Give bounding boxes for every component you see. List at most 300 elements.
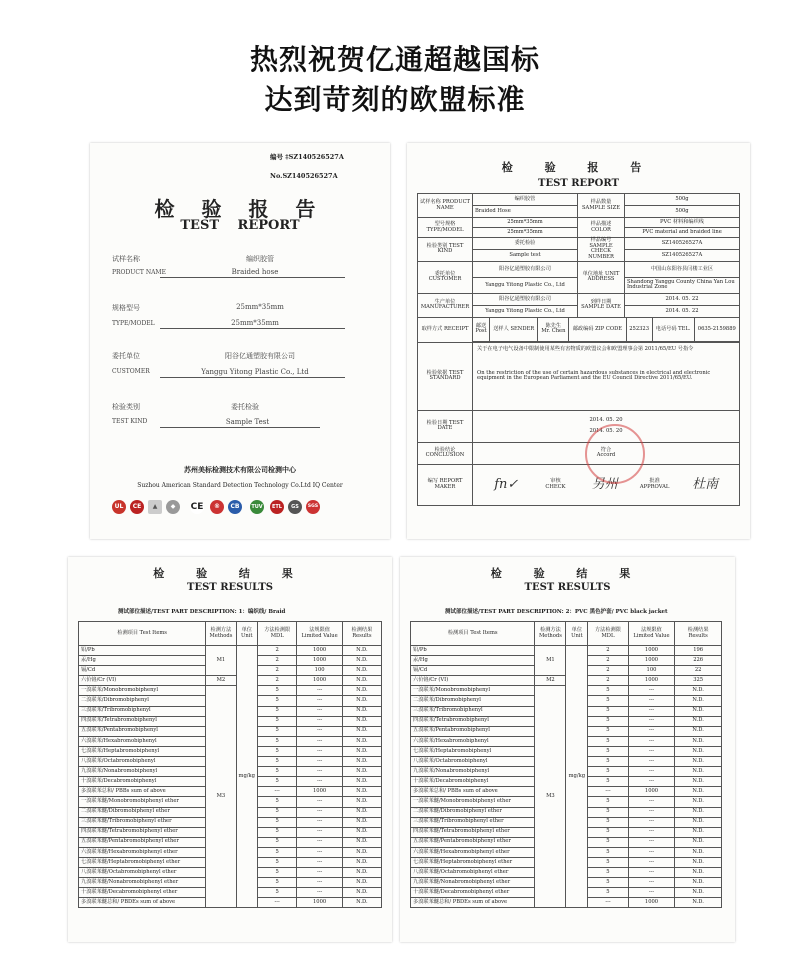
test-item: 六价铬/Cr (VI) [79,676,206,686]
report-info-table [417,193,740,506]
result-value: N.D. [675,807,722,817]
table-row [411,646,722,656]
limit-value: 100 [297,666,342,676]
mdl-value: --- [258,898,297,908]
color-value-2: PVC material and braided line [625,228,740,238]
test-item: 铅/Pb [411,646,535,656]
test-item: 一溴联苯/Monobromobiphenyl [411,686,535,696]
mdl-value: 2 [258,646,297,656]
result-value: N.D. [675,827,722,837]
test-item: 十溴联苯醚/Decabromobiphenyl ether [79,888,206,898]
test-item: 九溴联苯/Nonabromobiphenyl [79,767,206,777]
sender-label: 送样人 SENDER [490,318,538,342]
limit-value: --- [628,777,675,787]
customer-value-2: Yanggu Yitong Plastic Co., Ltd [473,277,578,293]
mdl-value: 5 [258,767,297,777]
manufacturer-value-2: Yanggu Yitong Plastic Co., Ltd [473,305,578,317]
testing-org-cn: 苏州美标检测技术有限公司检测中心 [184,465,296,474]
limit-value: --- [628,868,675,878]
method-m3: M3 [206,686,236,908]
mdl-value: 5 [588,837,628,847]
result-value: N.D. [675,898,722,908]
test-item: 八溴联苯/Octabromobiphenyl [79,757,206,767]
tel-value: 0635-2159889 [694,318,739,342]
check-label-sig: 审核 CHECK [545,478,566,490]
mdl-value: 2 [588,656,628,666]
zip-value: 252323 [626,318,652,342]
mdl-value: 5 [258,797,297,807]
limit-value: --- [297,716,342,726]
maker-signature: fn✓ [494,476,519,492]
result-value: N.D. [342,746,381,756]
approval-signature: 杜南 [692,476,719,492]
address-label: 单位地址 UNIT ADDRESS [578,261,625,293]
limit-value: --- [297,777,342,787]
mdl-value: 5 [258,817,297,827]
conclusion-label: 检验结论 CONCLUSION [418,442,473,464]
result-value: N.D. [675,847,722,857]
limit-value: --- [628,696,675,706]
mdl-value: --- [258,787,297,797]
mdl-value: 5 [588,696,628,706]
mdl-value: 5 [588,807,628,817]
limit-value: --- [297,686,342,696]
result-value: N.D. [342,797,381,807]
test-item: 二溴联苯/Dibromobiphenyl [79,696,206,706]
customer-value-1: 阳谷亿通塑胶有限公司 [473,261,578,277]
zip-label: 邮政编码 ZIP CODE [569,318,626,342]
mdl-value: 5 [588,746,628,756]
limit-value: 1000 [297,676,342,686]
result-value: N.D. [342,757,381,767]
header-test-items: 检测项目 Test Items [79,622,206,646]
mdl-value: 5 [588,868,628,878]
test-item: 三溴联苯醚/Tribromobiphenyl ether [79,817,206,827]
report-title-en: TEST REPORT [538,178,619,189]
product-label-cn: 试样名称 [112,255,140,263]
limit-value: --- [297,817,342,827]
report-number-en [270,172,338,180]
customer-label-en: CUSTOMER [112,368,150,375]
result-value: N.D. [342,696,381,706]
type-value-2: 25mm*35mm [473,228,578,238]
model-label-en: TYPE/MODEL [112,320,155,327]
gs-logo-icon: GS [288,500,302,514]
result-value: N.D. [675,746,722,756]
test-item: 六溴联苯/Hexabromobiphenyl [411,736,535,746]
test-item: 五溴联苯醚/Pentabromobiphenyl ether [411,837,535,847]
model-value-cn: 25mm*35mm [236,303,284,311]
test-item: 镉/Cd [79,666,206,676]
report-number: 编号 ‡SZ140526527A [270,153,344,161]
sample-size-1: 500g [625,194,740,206]
headline-line-1: 热烈祝贺亿通超越国标 [249,43,540,76]
mdl-value: 5 [258,746,297,756]
limit-value: --- [628,706,675,716]
header-mdl: 方法检测限 MDL [588,622,628,646]
tuv-logo-icon: TUV [250,500,264,514]
mdl-value: 5 [588,827,628,837]
result-value: N.D. [342,656,381,666]
check-value-1: SZ140526527A [625,238,740,250]
mdl-value: 5 [258,888,297,898]
limit-value: 100 [628,666,675,676]
customer-label: 委托单位 CUSTOMER [418,261,473,293]
sample-date-1: 2014. 05. 22 [625,293,740,305]
sample-date-label: 到样日期 SAMPLE DATE [578,293,625,317]
receipt-subtable [473,318,739,342]
header-methods: 检测方法 Methods [535,622,566,646]
report-cover-page [90,143,390,539]
mdl-value: 5 [258,726,297,736]
result-value: 22 [675,666,722,676]
test-item: 九溴联苯醚/Nonabromobiphenyl ether [79,878,206,888]
test-item: 三溴联苯/Tribromobiphenyl [411,706,535,716]
cover-title-en: TEST REPORT [180,218,300,233]
result-value: N.D. [675,757,722,767]
mdl-value: 5 [588,726,628,736]
model-value-en: 25mm*35mm [231,319,279,327]
test-item: 七溴联苯/Heptabromobiphenyl [411,746,535,756]
result-value: N.D. [342,817,381,827]
product-label: 试样名称 PRODUCT NAME [418,194,473,218]
result-value: 196 [675,646,722,656]
result-value: N.D. [342,827,381,837]
table-row [79,686,382,696]
limit-value: --- [297,746,342,756]
test-item: 多溴联苯总和/ PBBs sum of above [79,787,206,797]
test-item: 三溴联苯/Tribromobiphenyl [79,706,206,716]
limit-value: --- [297,837,342,847]
limit-value: --- [628,797,675,807]
header-test-items: 检测项目 Test Items [411,622,535,646]
limit-value: --- [628,847,675,857]
test-item: 汞/Hg [79,656,206,666]
report-number-label: 编号 [270,153,283,161]
result-value: N.D. [342,878,381,888]
limit-value: 1000 [628,656,675,666]
test-item: 一溴联苯醚/Monobromobiphenyl ether [79,797,206,807]
result-value: N.D. [342,888,381,898]
report-number-en-label: No. [270,172,283,180]
result-value: 226 [675,656,722,666]
test-item: 六溴联苯醚/Hexabromobiphenyl ether [79,847,206,857]
result-value: N.D. [342,646,381,656]
check-label: 样品编号 SAMPLE CHECK NUMBER [578,238,625,262]
result-value: N.D. [675,857,722,867]
result-value: N.D. [342,736,381,746]
test-item: 八溴联苯醚/Octabromobiphenyl ether [79,868,206,878]
mdl-value: 5 [258,827,297,837]
limit-value: --- [297,736,342,746]
sgs-logo-icon: SGS [306,500,320,514]
table-row [79,676,382,686]
result-value: N.D. [342,726,381,736]
result-value: N.D. [342,767,381,777]
limit-value: --- [628,857,675,867]
mdl-value: 5 [258,686,297,696]
method-m1: M1 [206,646,236,676]
mdl-value: 5 [588,716,628,726]
test-item: 多溴联苯总和/ PBBs sum of above [411,787,535,797]
kind-label: 检验类别 TEST KIND [418,238,473,262]
limit-value: --- [297,767,342,777]
result-value: N.D. [675,817,722,827]
result-value: 325 [675,676,722,686]
sample-date-2: 2014. 05. 22 [625,305,740,317]
result-value: N.D. [342,868,381,878]
test-item: 八溴联苯/Octabromobiphenyl [411,757,535,767]
customer-value-en: Yanggu Yitong Plastic Co., Ltd [201,368,309,376]
test-item: 七溴联苯醚/Heptabromobiphenyl ether [411,857,535,867]
product-value-en: Braided hose [231,268,279,276]
limit-value: 1000 [628,898,675,908]
mdl-value: 5 [258,857,297,867]
result-value: N.D. [675,736,722,746]
mdl-value: 5 [588,757,628,767]
report-detail-page [407,143,750,539]
report-title-cn: 检 验 报 告 [501,161,656,174]
mdl-value: 5 [588,817,628,827]
test-results-jacket-page [400,557,735,942]
limit-value: --- [628,837,675,847]
customer-value-cn: 阳谷亿通塑胶有限公司 [225,352,295,360]
sender-en: Mr. Chen [541,328,566,335]
sample-size-2: 500g [625,206,740,218]
results-right-table [410,621,722,908]
test-item: 八溴联苯醚/Octabromobiphenyl ether [411,868,535,878]
ce-mark-icon: CE [190,502,204,512]
limit-value: 1000 [297,898,342,908]
approval-label: 批准 APPROVAL [639,478,670,490]
result-value: N.D. [675,837,722,847]
header-unit: 单位 Unit [236,622,257,646]
unit: mg/kg [566,646,588,908]
mdl-value: 5 [588,706,628,716]
address-value-1: 中国山东阳谷县闫楼工业区 [625,261,740,277]
test-item: 镉/Cd [411,666,535,676]
result-value: N.D. [342,837,381,847]
result-value: N.D. [675,777,722,787]
customer-label-cn: 委托单位 [112,352,140,360]
test-kind-value-en: Sample Test [225,418,270,426]
limit-value: 1000 [628,787,675,797]
header-results: 检测结果 Results [675,622,722,646]
round-mark-icon: ® [210,500,224,514]
mdl-value: 5 [258,706,297,716]
limit-value: --- [297,797,342,807]
test-item: 十溴联苯醚/Decabromobiphenyl ether [411,888,535,898]
mdl-value: 5 [588,767,628,777]
kind-value-2: Sample test [473,249,578,261]
unit: mg/kg [236,646,257,908]
limit-value: --- [628,736,675,746]
product-en: Braided Hose [473,206,578,218]
limit-value: --- [297,807,342,817]
type-value-1: 25mm*35mm [473,218,578,228]
mdl-value: 5 [258,777,297,787]
results-left-title-cn: 检 验 结 果 [153,567,307,580]
test-item: 七溴联苯醚/Heptabromobiphenyl ether [79,857,206,867]
mdl-value: --- [588,898,628,908]
ul-logo-icon: UL [112,500,126,514]
test-item: 二溴联苯/Dibromobiphenyl [411,696,535,706]
result-value: N.D. [342,787,381,797]
product-value-cn: 编织胶管 [246,255,274,263]
mdl-value: 2 [258,656,297,666]
result-value: N.D. [675,686,722,696]
test-item: 一溴联苯醚/Monobromobiphenyl ether [411,797,535,807]
result-value: N.D. [675,696,722,706]
limit-value: 1000 [297,787,342,797]
mdl-value: 5 [258,868,297,878]
limit-value: --- [297,868,342,878]
test-item: 二溴联苯醚/Dibromobiphenyl ether [79,807,206,817]
table-row [79,646,382,656]
limit-value: --- [297,827,342,837]
limit-value: --- [297,706,342,716]
test-kind-label-en: TEST KIND [112,418,148,425]
manufacturer-value-1: 阳谷亿通塑胶有限公司 [473,293,578,305]
mdl-value: 5 [588,888,628,898]
limit-value: --- [628,767,675,777]
test-date-2: 2014. 05. 20 [589,428,623,435]
test-date-1: 2014. 05. 20 [589,416,623,423]
method-m1: M1 [535,646,566,676]
test-item: 十溴联苯/Decabromobiphenyl [411,777,535,787]
result-value: N.D. [342,847,381,857]
model-label-cn: 规格型号 [112,304,140,312]
color-value-1: PVC 材料和编织线 [625,218,740,228]
mdl-value: 2 [588,666,628,676]
result-value: N.D. [342,686,381,696]
mdl-value: 5 [588,736,628,746]
limit-value: 1000 [297,656,342,666]
limit-value: 1000 [297,646,342,656]
test-item: 六溴联苯醚/Hexabromobiphenyl ether [411,847,535,857]
test-item: 三溴联苯醚/Tribromobiphenyl ether [411,817,535,827]
mdl-value: 2 [588,646,628,656]
mdl-value: 5 [588,847,628,857]
test-results-braid-page [68,557,392,942]
receipt-cn: 邮送 [475,322,487,329]
limit-value: --- [628,888,675,898]
result-value: N.D. [342,666,381,676]
receipt-label: 取样方式 RECEIPT [418,317,473,342]
results-left-table [78,621,382,908]
limit-value: --- [628,726,675,736]
sample-size-label: 样品数量 SAMPLE SIZE [578,194,625,218]
method-m2: M2 [535,676,566,686]
limit-value: --- [297,757,342,767]
result-value: N.D. [342,716,381,726]
limit-value: --- [297,888,342,898]
conclusion-en: Accord [596,452,616,459]
test-item: 多溴联苯醚总和/ PBDEs sum of above [411,898,535,908]
test-item: 五溴联苯/Pentabromobiphenyl [79,726,206,736]
limit-value: --- [628,827,675,837]
test-item: 四溴联苯/Tetrabromobiphenyl [411,716,535,726]
result-value: N.D. [342,676,381,686]
test-kind-value-cn: 委托检验 [231,403,259,411]
results-left-title-en: TEST RESULTS [187,582,273,593]
test-kind-label-cn: 检验类别 [112,403,140,411]
sender-cn: 陈先生 [545,322,562,329]
test-item: 九溴联苯/Nonabromobiphenyl [411,767,535,777]
mdl-value: --- [588,787,628,797]
mdl-value: 5 [588,878,628,888]
test-item: 多溴联苯醚总和/ PBDEs sum of above [79,898,206,908]
product-label-en: PRODUCT NAME [112,269,166,276]
test-date-label: 检验日期 TEST DATE [418,410,473,442]
standard-en: On the restriction of the use of certain hazardous substances in electrical and electronic equipment in the European Parliament and the EU Council Directive 2011/65/EU. [477,369,711,382]
maker-label: 编写 REPORT MAKER [418,464,473,505]
limit-value: 1000 [628,646,675,656]
result-value: N.D. [675,767,722,777]
test-item: 四溴联苯醚/Tetrabromobiphenyl ether [411,827,535,837]
manufacturer-label: 生产单位 MANUFACTURER [418,293,473,317]
limit-value: --- [628,746,675,756]
result-value: N.D. [342,706,381,716]
method-m2: M2 [206,676,236,686]
mdl-value: 5 [588,686,628,696]
limit-value: --- [628,817,675,827]
address-value-2: Shandong Yanggu County China Yan Lou Industrial Zone [625,277,740,293]
result-value: N.D. [675,787,722,797]
test-item: 六溴联苯/Hexabromobiphenyl [79,736,206,746]
mdl-value: 5 [258,736,297,746]
result-value: N.D. [342,857,381,867]
limit-value: --- [297,847,342,857]
limit-value: --- [628,757,675,767]
result-value: N.D. [675,878,722,888]
results-right-title-cn: 检 验 结 果 [490,567,645,580]
test-item: 四溴联苯醚/Tetrabromobiphenyl ether [79,827,206,837]
test-item: 十溴联苯/Decabromobiphenyl [79,777,206,787]
mdl-value: 5 [258,757,297,767]
test-item: 铅/Pb [79,646,206,656]
receipt-en: Post [475,328,487,335]
result-value: N.D. [675,706,722,716]
type-label: 型号规格 TYPE/MODEL [418,218,473,238]
limit-value: --- [628,878,675,888]
test-item: 二溴联苯醚/Dibromobiphenyl ether [411,807,535,817]
mdl-value: 5 [588,857,628,867]
result-value: N.D. [675,888,722,898]
limit-value: --- [628,686,675,696]
limit-value: --- [297,696,342,706]
header-mdl: 方法检测限 MDL [258,622,297,646]
etl-logo-icon: ETL [270,500,284,514]
test-item: 六价铬/Cr (VI) [411,676,535,686]
mdl-value: 5 [258,696,297,706]
testing-org-en: Suzhou American Standard Detection Technology Co.Ltd IQ Center [137,482,343,489]
header-limited-value: 法规限值 Limited Value [628,622,675,646]
result-value: N.D. [675,797,722,807]
result-value: N.D. [675,868,722,878]
test-item: 九溴联苯醚/Nonabromobiphenyl ether [411,878,535,888]
mdl-value: 5 [258,878,297,888]
limit-value: --- [297,857,342,867]
limit-value: --- [628,807,675,817]
mdl-value: 5 [588,777,628,787]
product-cn: 编织胶管 [473,194,578,206]
triangle-mark-icon: ▲ [148,500,162,514]
mdl-value: 2 [258,676,297,686]
mdl-value: 5 [588,797,628,807]
result-value: N.D. [342,898,381,908]
mdl-value: 5 [258,807,297,817]
